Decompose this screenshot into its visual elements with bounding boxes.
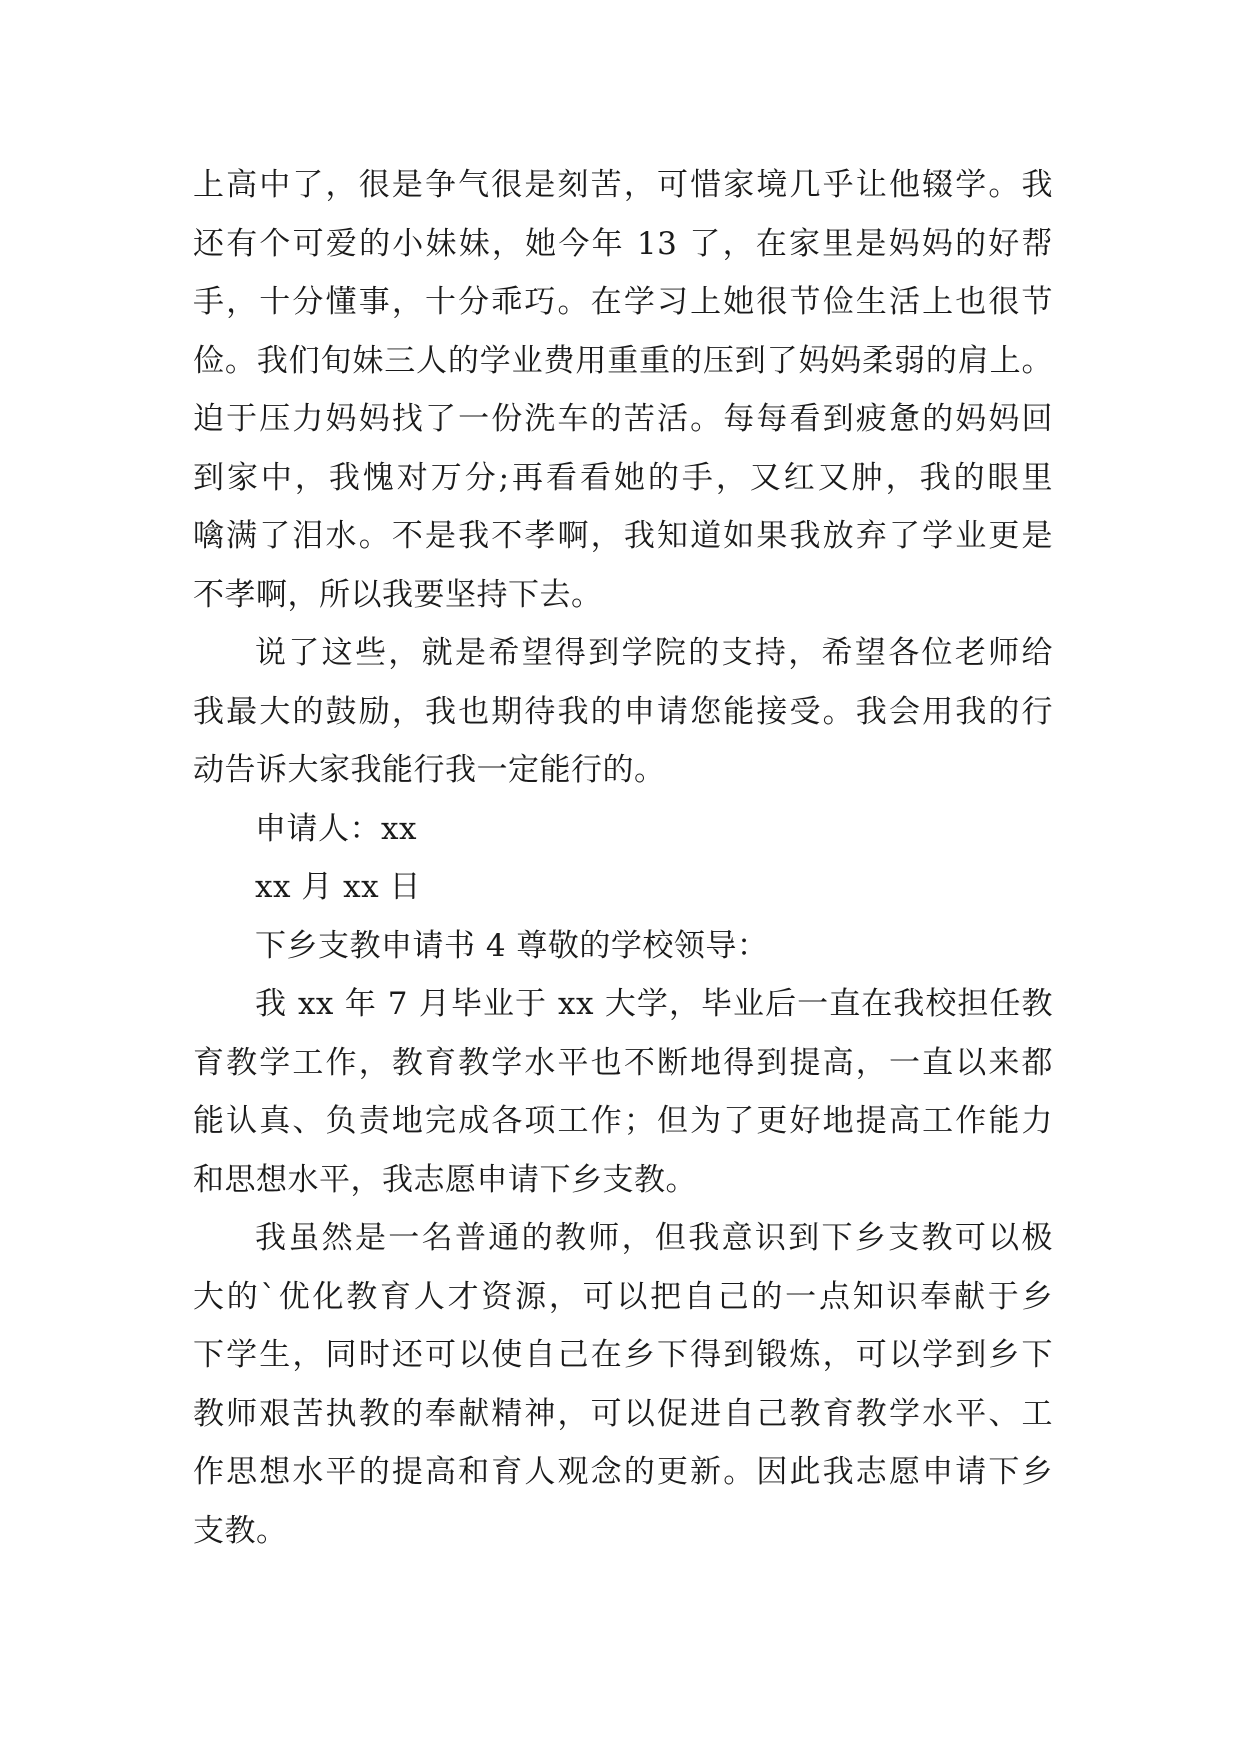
date-line: xx 月 xx 日 bbox=[255, 869, 421, 905]
applicant-line: 申请人：xx bbox=[255, 810, 417, 847]
text-line: 上高中了，很是争气很是刻苦，可惜家境几乎让他辍学。我 bbox=[193, 167, 1053, 203]
document-body bbox=[193, 156, 1053, 1560]
text-line: 和思想水平，我志愿申请下乡支教。 bbox=[193, 1161, 697, 1198]
text-line: 到家中，我愧对万分;再看看她的手，又红又肿，我的眼里 bbox=[193, 459, 1053, 496]
text-line: 我 xx 年 7 月毕业于 xx 大学，毕业后一直在我校担任教 bbox=[255, 986, 1053, 1022]
text-line: 支教。 bbox=[193, 1512, 288, 1549]
text-line: 我虽然是一名普通的教师，但我意识到下乡支教可以极 bbox=[255, 1220, 1053, 1256]
text-line: 大的`优化教育人才资源，可以把自己的一点知识奉献于乡 bbox=[193, 1278, 1053, 1315]
text-line: 育教学工作，教育教学水平也不断地得到提高，一直以来都 bbox=[193, 1044, 1053, 1081]
text-line: 下学生，同时还可以使自己在乡下得到锻炼，可以学到乡下 bbox=[193, 1337, 1053, 1373]
text-line: 我最大的鼓励，我也期待我的申请您能接受。我会用我的行 bbox=[193, 693, 1053, 730]
text-line: 手，十分懂事，十分乖巧。在学习上她很节俭生活上也很节 bbox=[193, 284, 1053, 320]
section-heading: 下乡支教申请书 4 尊敬的学校领导： bbox=[255, 927, 769, 964]
text-line: 俭。我们旬妹三人的学业费用重重的压到了妈妈柔弱的肩上。 bbox=[193, 342, 1053, 379]
text-line: 说了这些，就是希望得到学院的支持，希望各位老师给 bbox=[255, 635, 1053, 671]
text-line: 还有个可爱的小妹妹，她今年 13 了，在家里是妈妈的好帮 bbox=[193, 225, 1053, 262]
text-line: 能认真、负责地完成各项工作；但为了更好地提高工作能力 bbox=[193, 1103, 1053, 1139]
text-line: 教师艰苦执教的奉献精神，可以促进自己教育教学水平、工 bbox=[193, 1395, 1053, 1432]
text-line: 不孝啊，所以我要坚持下去。 bbox=[193, 576, 603, 613]
text-line: 动告诉大家我能行我一定能行的。 bbox=[193, 752, 666, 788]
text-line: 作思想水平的提高和育人观念的更新。因此我志愿申请下乡 bbox=[193, 1454, 1053, 1490]
text-line: 噙满了泪水。不是我不孝啊，我知道如果我放弃了学业更是 bbox=[193, 518, 1053, 554]
text-line: 迫于压力妈妈找了一份洗车的苦活。每每看到疲惫的妈妈回 bbox=[193, 401, 1053, 437]
